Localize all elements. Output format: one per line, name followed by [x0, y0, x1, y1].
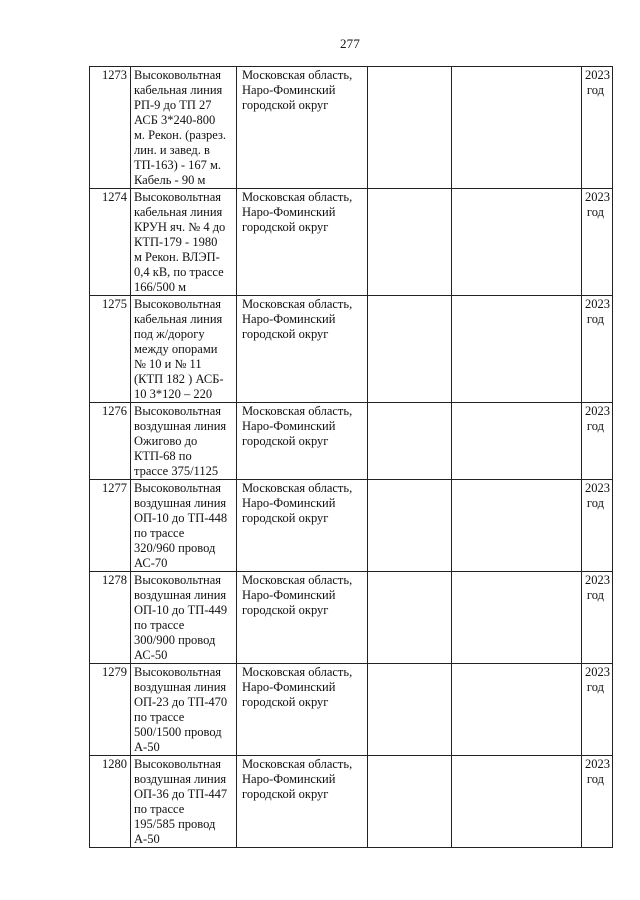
empty-cell-col4 — [368, 67, 452, 189]
location-cell: Московская область, Наро-Фоминский городской округ — [237, 189, 368, 296]
location-cell: Московская область, Наро-Фоминский городской округ — [237, 296, 368, 403]
empty-cell-col4 — [368, 296, 452, 403]
table-row — [90, 189, 613, 296]
location-cell: Московская область, Наро-Фоминский городской округ — [237, 756, 368, 848]
object-name-cell: Высоковольтная воздушная линия ОП-23 до ТП-470 по трассе 500/1500 провод А-50 — [131, 664, 237, 756]
table-body — [90, 67, 613, 848]
location-cell: Московская область, Наро-Фоминский городской округ — [237, 572, 368, 664]
row-number-cell: 1279 — [90, 664, 131, 756]
empty-cell-col4 — [368, 189, 452, 296]
table-row — [90, 296, 613, 403]
empty-cell-col5 — [452, 572, 582, 664]
row-number-cell: 1277 — [90, 480, 131, 572]
table-row — [90, 756, 613, 848]
empty-cell-col4 — [368, 403, 452, 480]
object-name-cell: Высоковольтная кабельная линия РП-9 до ТП 27 АСБ 3*240-800 м. Рекон. (разрез. лин. и завед. в ТП-163) - 167 м. Кабель - 90 м — [131, 67, 237, 189]
row-number-cell: 1274 — [90, 189, 131, 296]
location-cell: Московская область, Наро-Фоминский городской округ — [237, 403, 368, 480]
location-cell: Московская область, Наро-Фоминский городской округ — [237, 664, 368, 756]
objects-table — [89, 66, 613, 848]
object-name-cell: Высоковольтная воздушная линия ОП-36 до ТП-447 по трассе 195/585 провод А-50 — [131, 756, 237, 848]
empty-cell-col4 — [368, 664, 452, 756]
object-name-cell: Высоковольтная кабельная линия КРУН яч. № 4 до КТП-179 - 1980 м Рекон. ВЛЭП- 0,4 кВ, по трассе 166/500 м — [131, 189, 237, 296]
empty-cell-col5 — [452, 67, 582, 189]
empty-cell-col5 — [452, 403, 582, 480]
year-cell: 2023 год — [582, 67, 613, 189]
row-number-cell: 1273 — [90, 67, 131, 189]
table-row — [90, 403, 613, 480]
page-number: 277 — [339, 36, 361, 51]
table-row — [90, 572, 613, 664]
empty-cell-col5 — [452, 189, 582, 296]
year-cell: 2023 год — [582, 480, 613, 572]
year-cell: 2023 год — [582, 189, 613, 296]
empty-cell-col5 — [452, 296, 582, 403]
empty-cell-col4 — [368, 756, 452, 848]
table-row — [90, 67, 613, 189]
empty-cell-col5 — [452, 756, 582, 848]
empty-cell-col5 — [452, 664, 582, 756]
location-cell: Московская область, Наро-Фоминский городской округ — [237, 480, 368, 572]
year-cell: 2023 год — [582, 296, 613, 403]
table-row — [90, 664, 613, 756]
empty-cell-col4 — [368, 480, 452, 572]
row-number-cell: 1278 — [90, 572, 131, 664]
empty-cell-col5 — [452, 480, 582, 572]
year-cell: 2023 год — [582, 403, 613, 480]
row-number-cell: 1275 — [90, 296, 131, 403]
year-cell: 2023 год — [582, 756, 613, 848]
object-name-cell: Высоковольтная воздушная линия ОП-10 до ТП-448 по трассе 320/960 провод АС-70 — [131, 480, 237, 572]
row-number-cell: 1280 — [90, 756, 131, 848]
object-name-cell: Высоковольтная воздушная линия ОП-10 до ТП-449 по трассе 300/900 провод АС-50 — [131, 572, 237, 664]
year-cell: 2023 год — [582, 572, 613, 664]
object-name-cell: Высоковольтная воздушная линия Ожигово до КТП-68 по трассе 375/1125 — [131, 403, 237, 480]
row-number-cell: 1276 — [90, 403, 131, 480]
year-cell: 2023 год — [582, 664, 613, 756]
object-name-cell: Высоковольтная кабельная линия под ж/дорогу между опорами № 10 и № 11 (КТП 182 ) АСБ- 10 3*120 – 220 — [131, 296, 237, 403]
table-row — [90, 480, 613, 572]
empty-cell-col4 — [368, 572, 452, 664]
location-cell: Московская область, Наро-Фоминский городской округ — [237, 67, 368, 189]
